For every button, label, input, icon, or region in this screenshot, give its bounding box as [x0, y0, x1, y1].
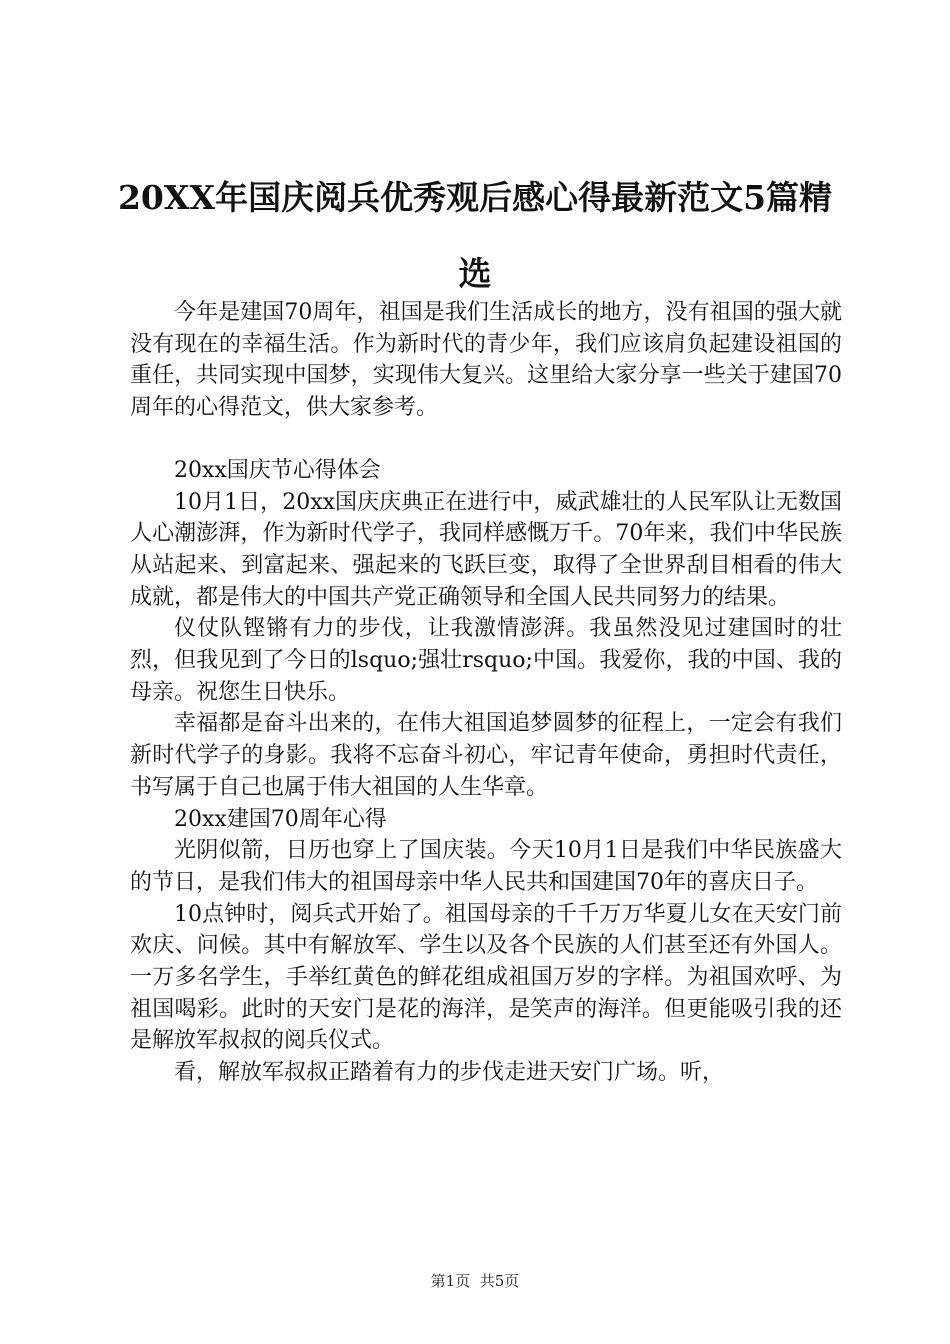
body-paragraph: 10月1日，20xx国庆庆典正在进行中，威武雄壮的人民军队让无数国人心潮澎湃，作为新时代学子，我同样感慨万千。70年来，我们中华民族从站起来、到富起来、强起来的飞跃巨变，取得了全世界刮目相看的伟大成就，都是伟大的中国共产党正确领导和全国人民共同努力的结果。 — [130, 489, 842, 610]
section-heading: 20xx国庆节心得体会 — [174, 457, 381, 483]
section-1 — [130, 455, 842, 804]
intro-paragraph: 今年是建国70周年，祖国是我们生活成长的地方，没有祖国的强大就没有现在的幸福生活。作为新时代的青少年，我们应该肩负起建设祖国的重任，共同实现中国梦，实现伟大复兴。这里给大家分享一些关于建国70周年的心得范文，供大家参考。 — [130, 300, 842, 421]
body-paragraph: 幸福都是奋斗出来的，在伟大祖国追梦圆梦的征程上，一定会有我们新时代学子的身影。我将不忘奋斗初心，牢记青年使命，勇担时代责任，书写属于自己也属于伟大祖国的人生华章。 — [130, 711, 842, 800]
section-heading: 20xx建国70周年心得 — [174, 806, 387, 832]
page-number: 第1页 — [430, 1272, 471, 1290]
section-2 — [130, 804, 842, 1089]
document-title: 20XX年国庆阅兵优秀观后感心得最新范文5篇精选 — [117, 178, 833, 293]
body-paragraph: 看，解放军叔叔正踏着有力的步伐走进天安门广场。听， — [174, 1060, 725, 1086]
page-footer — [0, 1271, 950, 1291]
body-paragraph: 10点钟时，阅兵式开始了。祖国母亲的千千万万华夏儿女在天安门前欢庆、问候。其中有解放军、学生以及各个民族的人们甚至还有外国人。一万多名学生，手举红黄色的鲜花组成祖国万岁的字样。为祖国欢呼、为祖国喝彩。此时的天安门是花的海洋，是笑声的海洋。但更能吸引我的还是解放军叔叔的阅兵仪式。 — [130, 901, 842, 1054]
page-total: 共5页 — [479, 1272, 520, 1290]
document-body — [130, 297, 842, 1089]
body-paragraph: 仪仗队铿锵有力的步伐，让我激情澎湃。我虽然没见过建国时的壮烈，但我见到了今日的lsquo;强壮rsquo;中国。我爱你，我的中国、我的母亲。祝您生日快乐。 — [130, 616, 842, 705]
body-paragraph: 光阴似箭，日历也穿上了国庆装。今天10月1日是我们中华民族盛大的节日，是我们伟大的祖国母亲中华人民共和国建国70年的喜庆日子。 — [130, 838, 842, 895]
